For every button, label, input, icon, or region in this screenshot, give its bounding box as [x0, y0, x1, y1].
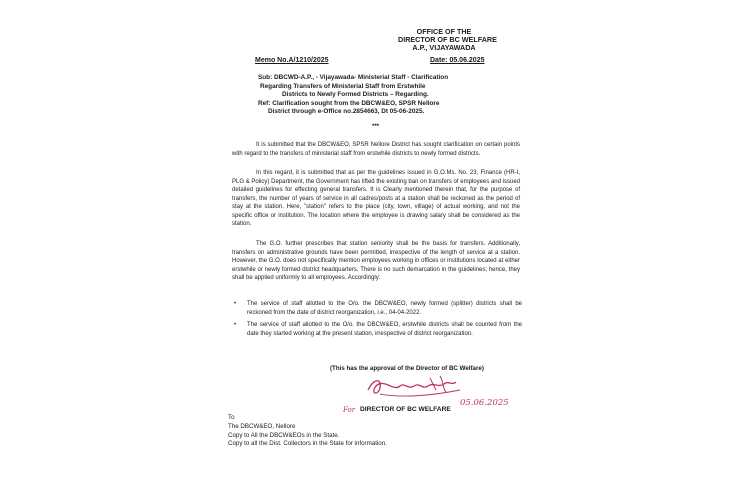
subject-line-1: Sub: DBCWD-A.P., - Vijayawada- Ministerial Staff - Clarification: [258, 74, 449, 81]
paragraph-1: It is submitted that the DBCW&EO, SPSR Nellore District has sought clarification on certain points with regard to the transfers of ministerial staff from erstwhile districts to newly formed districts.: [232, 142, 520, 157]
subject-line-2: Regarding Transfers of Ministerial Staff from Erstwhile: [260, 82, 426, 90]
handwritten-date: 05.06.2025: [460, 398, 509, 408]
subject-block: [258, 74, 448, 117]
copy-line-2: Copy to all the Dist. Collectors in the State for information.: [228, 440, 387, 448]
office-header: [398, 27, 497, 52]
copy-line-1: Copy to All the DBCW&EOs in the State.: [228, 431, 340, 439]
to-label: To: [228, 414, 235, 421]
memo-date: Date: 05.06.2025: [430, 57, 485, 64]
reference-line-1: Ref: Clarification sought from the DBCW&EO, SPSR Nellore: [258, 99, 440, 107]
approval-note: (This has the approval of the Director of BC Welfare): [330, 365, 484, 372]
to-recipient: The DBCW&EO, Nellore: [228, 422, 296, 430]
paragraph-2: In this regard, it is submitted that as per the guidelines issued in G.O.Ms. No. 23, Finance (HR-I, PLG & Policy) Department, the Government has lifted the existing ban on transfers of employees and issued detailed guidelines for effecting general transfers. It is Clearly mentioned therein that, for the purpose of transfers, the number of years of service in all cadres/posts at a station shall be reckoned as the period of stay at the station. Here, "station" refers to the place (city, town, village) of actual working, and not the specific office or institution. The location where the employee is drawing salary shall be considered as the station.: [232, 170, 520, 227]
bullet-marker: •: [234, 322, 237, 329]
for-handwritten: For: [343, 406, 356, 414]
office-line-1: OFFICE OF THE: [416, 27, 472, 36]
bullet-marker: •: [234, 301, 237, 307]
bullet-item: [232, 321, 522, 338]
bullet-item: [232, 300, 522, 317]
bullet-text: The service of staff allotted to the O/o. the DBCW&EO, newly formed (splitter) districts shall be reckoned from the date of district reorganization, i.e., 04-04-2022.: [247, 301, 522, 316]
recipients-block: [228, 414, 387, 449]
office-line-3: A.P., VIJAYAWADA: [412, 43, 476, 52]
reference-line-2: District through e-Office no.2854663, Dt 05-06-2025.: [268, 108, 425, 116]
memo-number: Memo No.A/1210/2025: [255, 57, 329, 64]
subject-line-3: Districts to Newly Formed Districts – Regarding.: [282, 91, 429, 99]
separator-stars: ***: [372, 124, 380, 130]
signature-scribble: [360, 372, 470, 402]
office-line-2: DIRECTOR OF BC WELFARE: [398, 35, 497, 44]
paragraph-3: The G.O. further prescribes that station seniority shall be the basis for transfers. Additionally, transfers on administrative grounds have been permitted, irrespective of the length of service at a station. However, the G.O. does not specifically mention employees working in offices or institutions located at either erstwhile or newly formed district headquarters. There is no such demarcation in the guidelines; hence, they shall be applied uniformly to all employees. Accordingly:: [232, 241, 520, 281]
signatory-designation: DIRECTOR OF BC WELFARE: [360, 406, 451, 413]
bullet-list: [232, 300, 522, 342]
bullet-text: The service of staff allotted to the O/o. the DBCW&EO, erstwhile districts shall be counted from the date they started working at the present station, irrespective of district reorganization.: [247, 322, 522, 337]
